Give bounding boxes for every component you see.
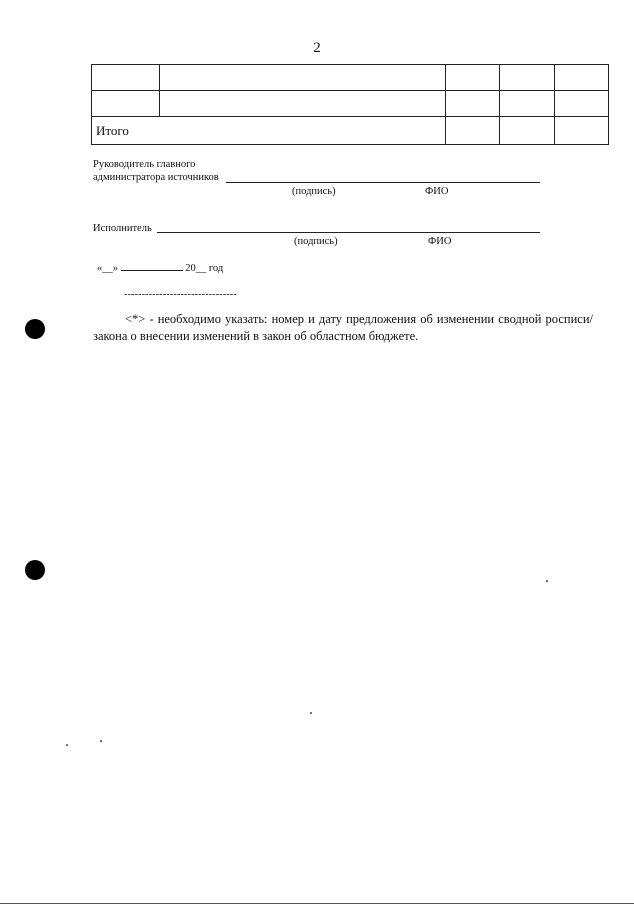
table-cell: [500, 117, 555, 145]
executor-signature-line: [157, 232, 540, 233]
table-total-row: [92, 117, 609, 145]
head-fio-caption: ФИО: [425, 186, 449, 197]
table-cell: [500, 91, 555, 117]
date-day: «__»: [97, 263, 118, 274]
footnote-text: <*> - необходимо указать: номер и дату предложения об изменении сводной росписи/закона о внесении изменений в закон об областном бюджете.: [93, 312, 593, 343]
head-signature-caption: (подпись): [292, 186, 336, 197]
table-cell: [555, 117, 609, 145]
scan-speck: [66, 744, 68, 746]
table-row: [92, 65, 609, 91]
head-signature-line: [226, 182, 540, 183]
executor-signature-caption: (подпись): [294, 236, 338, 247]
page-number: 2: [313, 40, 321, 56]
punch-hole: [25, 319, 45, 339]
table-cell: [92, 65, 160, 91]
date-year: 20__ год: [185, 263, 224, 274]
head-label-line2: администратора источников: [93, 172, 219, 183]
executor-label: Исполнитель: [93, 223, 152, 234]
table-cell: [555, 91, 609, 117]
footnote: [93, 311, 593, 345]
table-cell: [500, 65, 555, 91]
total-label: Итого: [92, 117, 446, 145]
scan-speck: [310, 712, 312, 714]
table-cell: [446, 65, 500, 91]
table-cell: [555, 65, 609, 91]
date-month-line: [121, 260, 183, 271]
table-cell: [160, 91, 446, 117]
executor-fio-caption: ФИО: [428, 236, 452, 247]
punch-hole: [25, 560, 45, 580]
head-label-line1: Руководитель главного: [93, 159, 196, 170]
date-row: [97, 260, 223, 274]
scan-speck: [546, 580, 548, 582]
table-row: [92, 91, 609, 117]
footnote-separator: --------------------------------: [124, 289, 237, 300]
table-cell: [160, 65, 446, 91]
scan-edge: [0, 903, 634, 904]
budget-table: [91, 64, 609, 145]
table-cell: [446, 91, 500, 117]
table-cell: [446, 117, 500, 145]
table-cell: [92, 91, 160, 117]
scan-speck: [100, 740, 102, 742]
